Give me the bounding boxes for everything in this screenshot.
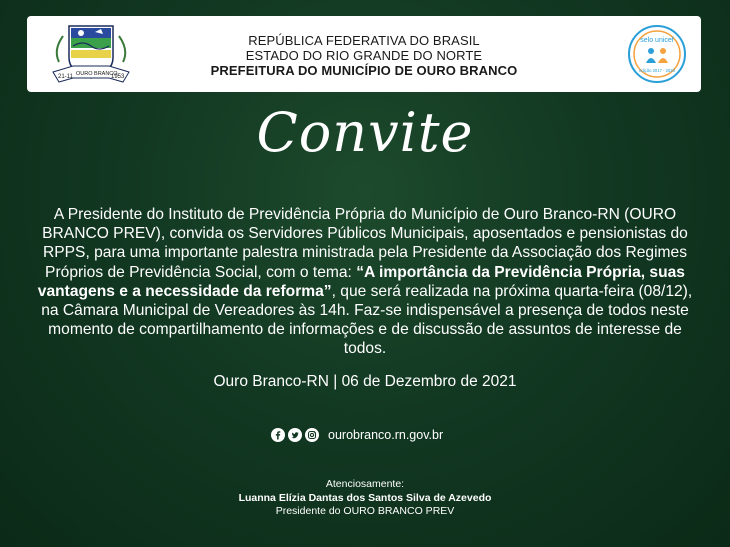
- instagram-icon[interactable]: [305, 428, 319, 442]
- header-line-prefecture: PREFEITURA DO MUNICÍPIO DE OURO BRANCO: [210, 63, 518, 78]
- invitation-title: Convite: [256, 101, 474, 164]
- header-line-republic: REPÚBLICA FEDERATIVA DO BRASIL: [248, 33, 480, 48]
- crest-date-left: 21-11: [58, 74, 73, 80]
- invitation-body: [28, 205, 702, 359]
- facebook-icon[interactable]: [271, 428, 285, 442]
- selo-label: selo unicef: [640, 37, 674, 44]
- location-date: Ouro Branco-RN | 06 de Dezembro de 2021: [213, 373, 517, 390]
- crest-year-right: 1953: [111, 74, 125, 80]
- selo-edition: edição 2017 - 2020: [639, 68, 675, 73]
- municipal-crest-logo: [49, 22, 133, 88]
- signature-block: [0, 478, 730, 519]
- social-links: [271, 427, 443, 443]
- signature-name: Luanna Elízia Dantas dos Santos Silva de Azevedo: [238, 491, 492, 504]
- header-title-block: [177, 33, 551, 78]
- signature-closing: Atenciosamente:: [325, 478, 405, 490]
- header-banner: [27, 16, 701, 92]
- header-line-state: ESTADO DO RIO GRANDE DO NORTE: [245, 48, 483, 63]
- website-link[interactable]: ourobranco.rn.gov.br: [328, 428, 444, 442]
- twitter-icon[interactable]: [288, 428, 302, 442]
- crest-name: OURO BRANCO: [76, 71, 118, 77]
- body-part-1: A Presidente do Instituto de Previdência Própria do Município de Ouro Branco-RN (OURO BRANCO PREV), convida os Servidores Públicos Municipais, aposentados e pensionistas do RPPS, para uma importante palestra ministrada pela Presidente da Associação dos Regimes Próprios de Previdência Social, com o tema:: [42, 206, 688, 281]
- body-theme: “A importância da Previdência Própria, suas vantagens e a necessidade da reforma”: [37, 263, 685, 300]
- unicef-seal-logo: [624, 23, 690, 85]
- signature-role: Presidente do OURO BRANCO PREV: [275, 505, 455, 517]
- body-part-2: , que será realizada na próxima quarta-feira (08/12), na Câmara Municipal de Vereadores às 14h. Faz-se indispensável a presença de todos neste momento de compartilhamento de informações e de discussão de assuntos de interesse de todos.: [41, 282, 693, 358]
